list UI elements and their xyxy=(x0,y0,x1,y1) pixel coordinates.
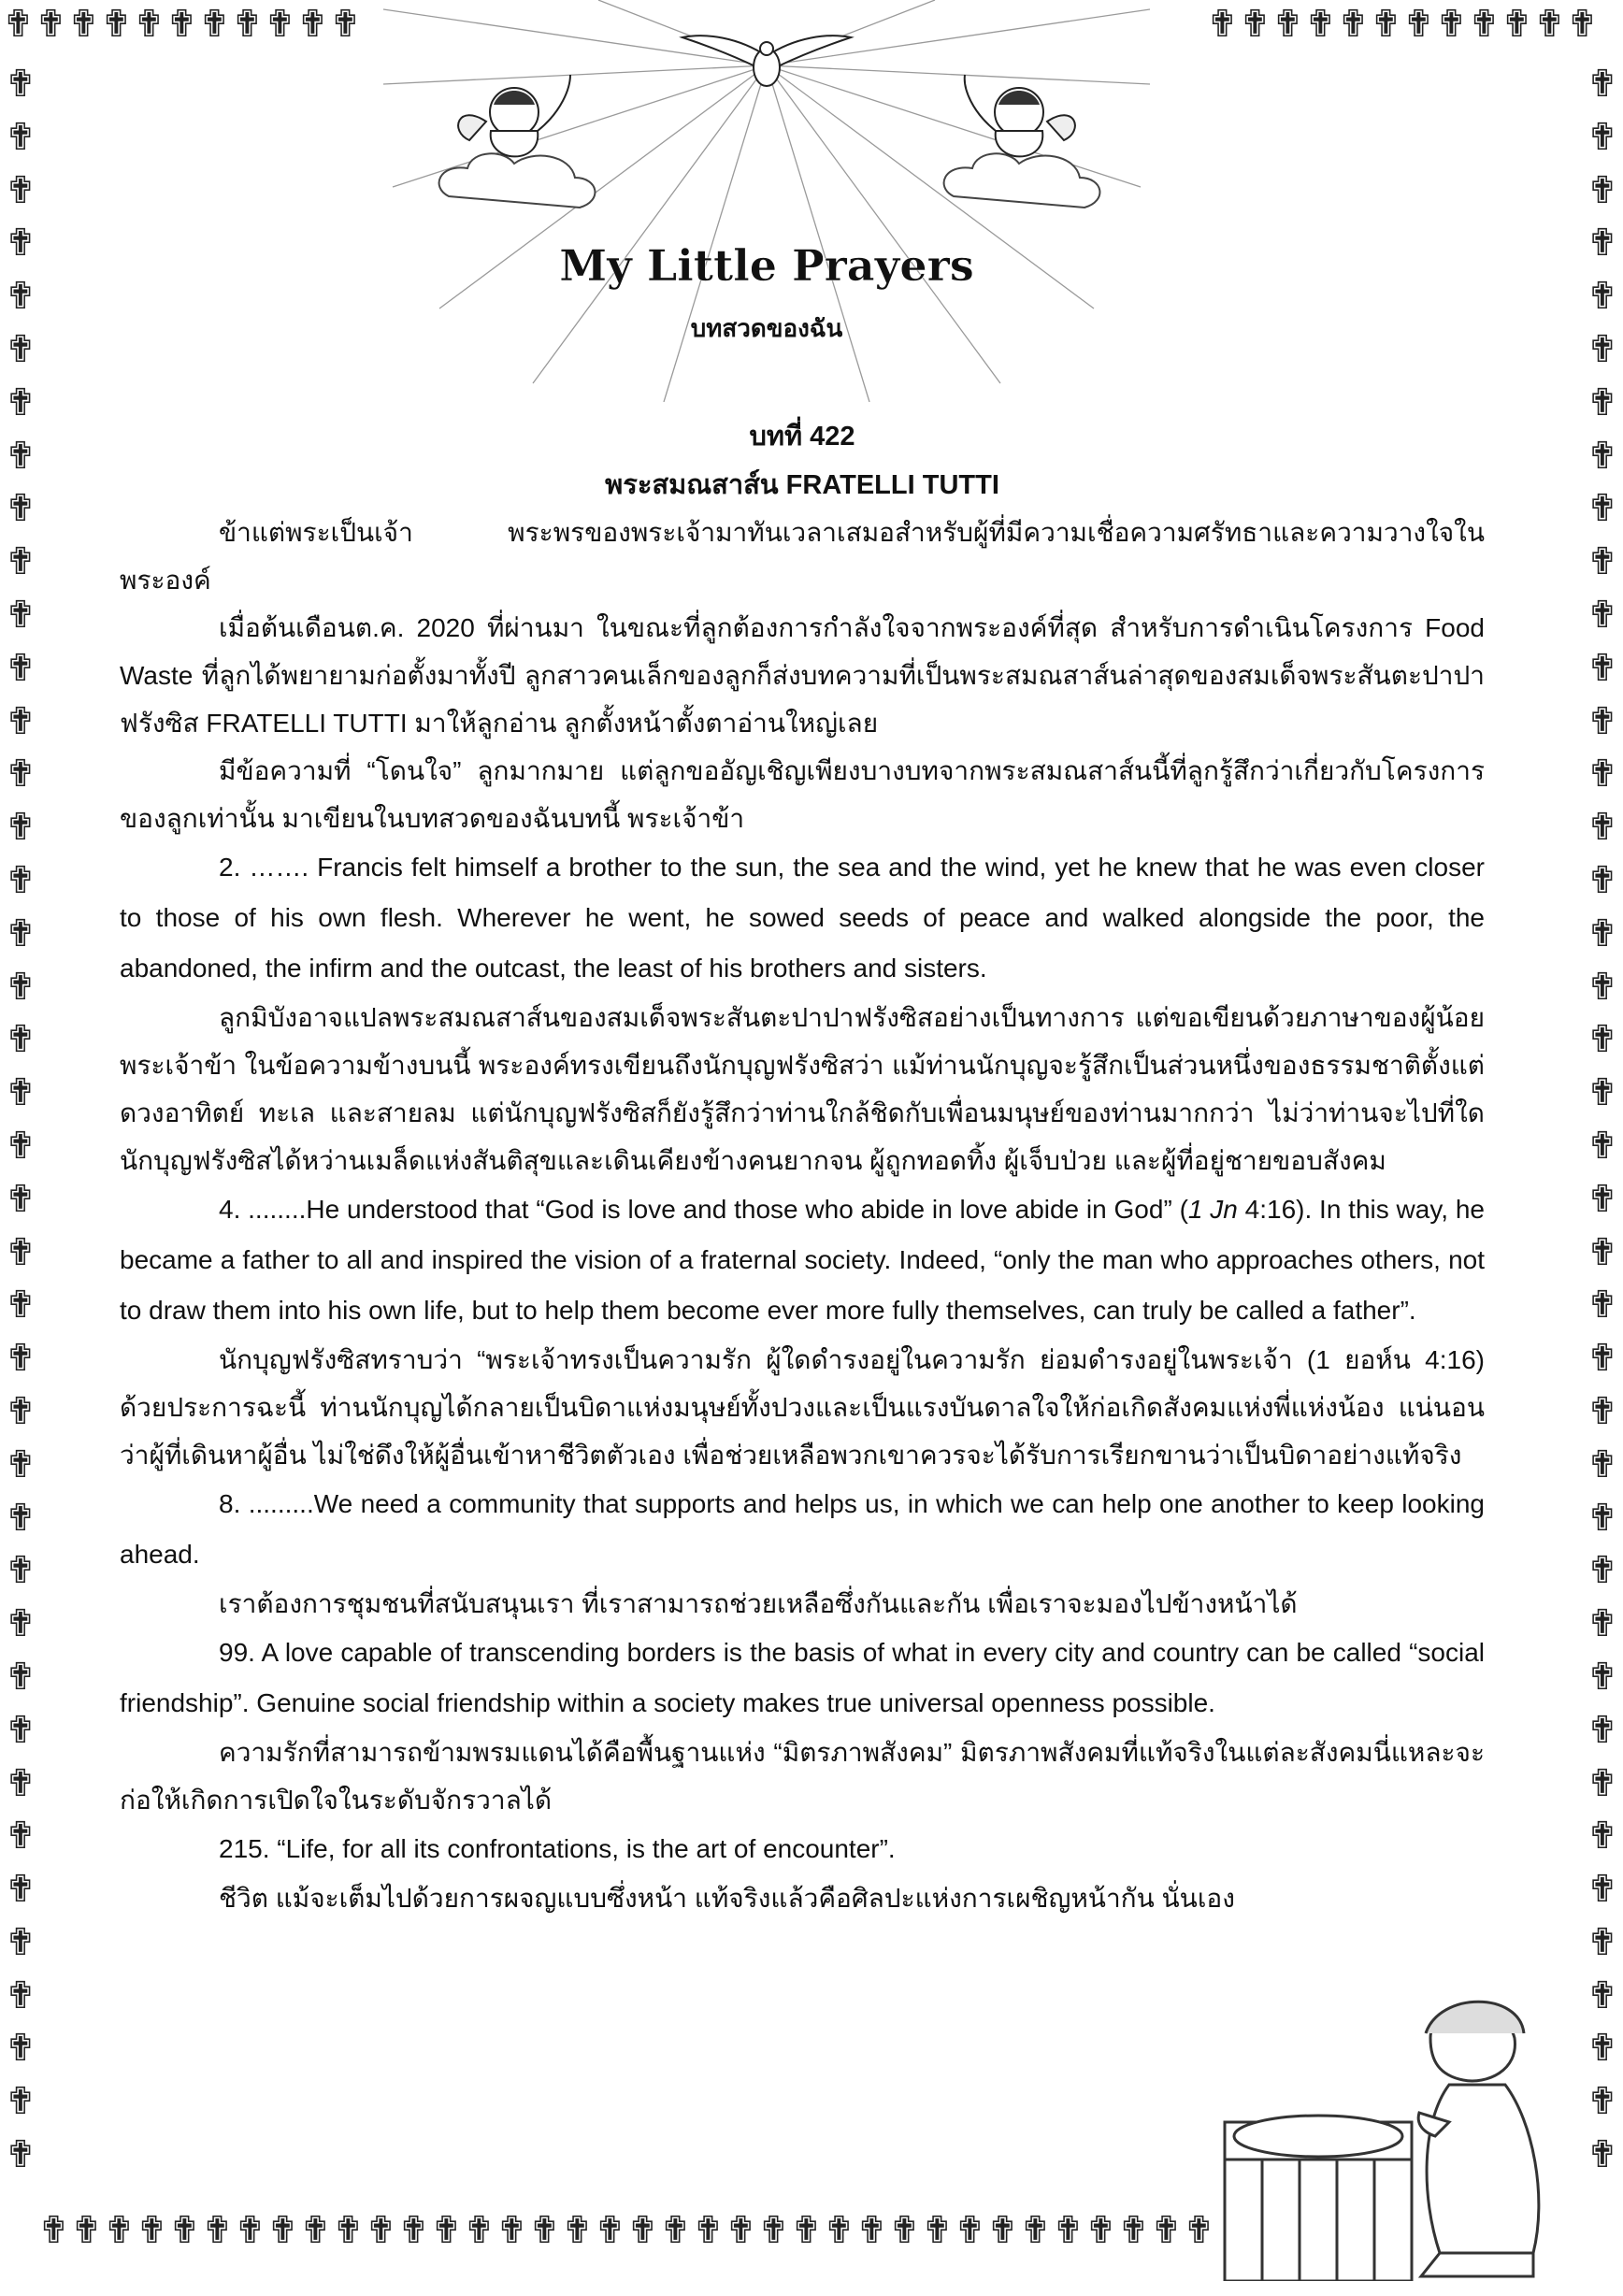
border-cross-icon: ✟ xyxy=(1587,275,1618,319)
paragraph: มีข้อความที่ “โดนใจ” ลูกมากมาย แต่ลูกขออัญเชิญเพียงบางบทจากพระสมณสาส์นนี้ที่ลูกรู้สึกว่าเกี่ยวกับโครงการของลูกเท่านั้น มาเขียนในบทสวดของฉันบทนี้ พระเจ้าข้า xyxy=(120,756,1485,833)
border-cross-icon: ✟ xyxy=(5,1389,36,1433)
border-cross-icon: ✟ xyxy=(1533,3,1566,46)
border-cross-icon: ✟ xyxy=(1468,3,1501,46)
border-cross-icon: ✟ xyxy=(299,2209,332,2252)
border-cross-icon: ✟ xyxy=(1587,1920,1618,1964)
border-cross-icon: ✟ xyxy=(790,2209,823,2252)
border-top-right-crosses xyxy=(1206,3,1599,46)
border-cross-icon: ✟ xyxy=(332,2209,365,2252)
border-cross-icon: ✟ xyxy=(1587,222,1618,265)
paragraph: ความรักที่สามารถข้ามพรมแดนได้คือพื้นฐานแห่ง “มิตรภาพสังคม” มิตรภาพสังคมที่แท้จริงในแต่ละสังคมนี่แหละจะก่อให้เกิดการเปิดใจในระดับจักรวาลได้ xyxy=(120,1738,1485,1815)
border-bottom-crosses xyxy=(37,2209,1215,2252)
border-cross-icon: ✟ xyxy=(5,1442,36,1486)
border-cross-icon: ✟ xyxy=(1501,3,1533,46)
border-cross-icon: ✟ xyxy=(1587,753,1618,796)
border-cross-icon: ✟ xyxy=(5,1337,36,1381)
border-cross-icon: ✟ xyxy=(888,2209,921,2252)
border-cross-icon: ✟ xyxy=(463,2209,496,2252)
border-cross-icon: ✟ xyxy=(5,1602,36,1646)
bed-icon xyxy=(1225,2116,1412,2281)
border-cross-icon: ✟ xyxy=(1587,1284,1618,1327)
border-cross-icon: ✟ xyxy=(5,1761,36,1805)
border-cross-icon: ✟ xyxy=(5,593,36,637)
border-cross-icon: ✟ xyxy=(1587,1071,1618,1115)
border-cross-icon: ✟ xyxy=(1587,168,1618,212)
border-right-crosses xyxy=(1584,65,1621,2189)
dove-icon xyxy=(682,36,851,86)
right-cherub-icon xyxy=(944,75,1100,208)
border-cross-icon: ✟ xyxy=(5,1655,36,1699)
border-cross-icon: ✟ xyxy=(561,2209,594,2252)
paragraph: เราต้องการชุมชนที่สนับสนุนเรา ที่เราสามารถช่วยเหลือซึ่งกันและกัน เพื่อเราจะมองไปข้างหน้าได้ xyxy=(219,1589,1298,1618)
border-cross-icon: ✟ xyxy=(70,2209,103,2252)
border-cross-icon: ✟ xyxy=(1337,3,1370,46)
border-cross-icon: ✟ xyxy=(626,2209,659,2252)
border-cross-icon: ✟ xyxy=(296,3,329,46)
border-cross-icon: ✟ xyxy=(1435,3,1468,46)
border-top-left-crosses xyxy=(2,3,362,46)
border-cross-icon: ✟ xyxy=(1587,1815,1618,1858)
border-cross-icon: ✟ xyxy=(5,2027,36,2071)
paragraph: 215. “Life, for all its confrontations, is the art of encounter”. xyxy=(219,1834,896,1863)
paragraph: 8. .........We need a community that supports and helps us, in which we can help one another to keep looking ahead. xyxy=(120,1489,1485,1569)
chapter-heading: บทที่ 422 xyxy=(749,422,855,452)
border-cross-icon: ✟ xyxy=(397,2209,430,2252)
left-cherub-icon xyxy=(439,75,596,208)
paragraph xyxy=(120,1184,1485,1336)
border-cross-icon: ✟ xyxy=(100,3,133,46)
border-cross-icon: ✟ xyxy=(329,3,362,46)
kneeling-child-praying-illustration xyxy=(1206,1982,1580,2281)
border-cross-icon: ✟ xyxy=(1587,965,1618,1009)
border-cross-icon: ✟ xyxy=(5,2133,36,2177)
border-cross-icon: ✟ xyxy=(133,3,165,46)
border-cross-icon: ✟ xyxy=(5,911,36,955)
border-cross-icon: ✟ xyxy=(5,1549,36,1593)
banner-title: My Little Prayers xyxy=(559,240,974,291)
border-cross-icon: ✟ xyxy=(1587,487,1618,531)
border-cross-icon: ✟ xyxy=(954,2209,986,2252)
header-banner-illustration xyxy=(383,0,1150,402)
border-cross-icon: ✟ xyxy=(1150,2209,1183,2252)
border-cross-icon: ✟ xyxy=(1587,327,1618,371)
border-cross-icon: ✟ xyxy=(5,1230,36,1274)
border-cross-icon: ✟ xyxy=(1587,2027,1618,2071)
border-cross-icon: ✟ xyxy=(5,858,36,902)
border-cross-icon: ✟ xyxy=(1587,1973,1618,2017)
border-cross-icon: ✟ xyxy=(5,327,36,371)
border-cross-icon: ✟ xyxy=(35,3,67,46)
praying-child-icon xyxy=(1418,2002,1539,2276)
border-cross-icon: ✟ xyxy=(1084,2209,1117,2252)
border-cross-icon: ✟ xyxy=(1402,3,1435,46)
border-cross-icon: ✟ xyxy=(823,2209,855,2252)
border-cross-icon: ✟ xyxy=(496,2209,528,2252)
border-cross-icon: ✟ xyxy=(1587,1337,1618,1381)
paragraph: 99. A love capable of transcending borders is the basis of what in every city and country can be called “social friendship”. Genuine social friendship within a society makes true universal openness possible. xyxy=(120,1638,1485,1717)
border-left-crosses xyxy=(2,65,39,2189)
border-cross-icon: ✟ xyxy=(1052,2209,1084,2252)
border-cross-icon: ✟ xyxy=(1183,2209,1215,2252)
border-cross-icon: ✟ xyxy=(1019,2209,1052,2252)
border-cross-icon: ✟ xyxy=(1587,699,1618,743)
border-cross-icon: ✟ xyxy=(725,2209,757,2252)
border-cross-icon: ✟ xyxy=(5,540,36,584)
border-cross-icon: ✟ xyxy=(2,3,35,46)
border-cross-icon: ✟ xyxy=(1587,63,1618,106)
border-cross-icon: ✟ xyxy=(855,2209,888,2252)
border-cross-icon: ✟ xyxy=(198,3,231,46)
border-cross-icon: ✟ xyxy=(1587,1496,1618,1540)
banner-subtitle: บทสวดของฉัน xyxy=(690,315,843,343)
border-cross-icon: ✟ xyxy=(1587,593,1618,637)
border-cross-icon: ✟ xyxy=(1370,3,1402,46)
border-cross-icon: ✟ xyxy=(165,3,198,46)
border-cross-icon: ✟ xyxy=(1587,1124,1618,1168)
border-cross-icon: ✟ xyxy=(986,2209,1019,2252)
border-cross-icon: ✟ xyxy=(1587,1389,1618,1433)
border-cross-icon: ✟ xyxy=(1587,1708,1618,1752)
border-cross-icon: ✟ xyxy=(5,168,36,212)
paragraph: 2. ……. Francis felt himself a brother to the sun, the sea and the wind, yet he knew that he was even closer to those of his own flesh. Wherever he went, he sowed seeds of peace and walked alongside the poor, the abandoned, the infirm and the outcast, the least of his brothers and sisters. xyxy=(120,853,1485,983)
paragraph-part: 4. ........He understood that “God is love and those who abide in love abide in God” ( xyxy=(219,1195,1188,1224)
border-cross-icon: ✟ xyxy=(5,1018,36,1062)
border-cross-icon: ✟ xyxy=(5,222,36,265)
border-cross-icon: ✟ xyxy=(1587,1761,1618,1805)
border-cross-icon: ✟ xyxy=(5,2080,36,2124)
border-cross-icon: ✟ xyxy=(5,1124,36,1168)
border-cross-icon: ✟ xyxy=(5,1284,36,1327)
border-cross-icon: ✟ xyxy=(37,2209,70,2252)
border-cross-icon: ✟ xyxy=(430,2209,463,2252)
bible-reference: 1 Jn xyxy=(1187,1195,1238,1224)
border-cross-icon: ✟ xyxy=(5,63,36,106)
border-cross-icon: ✟ xyxy=(692,2209,725,2252)
border-cross-icon: ✟ xyxy=(1587,380,1618,424)
border-cross-icon: ✟ xyxy=(5,275,36,319)
border-cross-icon: ✟ xyxy=(5,965,36,1009)
border-cross-icon: ✟ xyxy=(5,753,36,796)
paragraph: ชีวิต แม้จะเต็มไปด้วยการผจญแบบซึ่งหน้า แท้จริงแล้วคือศิลปะแห่งการเผชิญหน้ากัน นั่นเอง xyxy=(219,1884,1235,1913)
border-cross-icon: ✟ xyxy=(264,3,296,46)
border-cross-icon: ✟ xyxy=(234,2209,266,2252)
border-cross-icon: ✟ xyxy=(1587,1442,1618,1486)
border-cross-icon: ✟ xyxy=(1587,540,1618,584)
paragraph: เมื่อต้นเดือนต.ค. 2020 ที่ผ่านมา ในขณะที่ลูกต้องการกำลังใจจากพระองค์ที่สุด สำหรับการดำเนินโครงการ Food Waste ที่ลูกได้พยายามก่อตั้งมาทั้งปี ลูกสาวคนเล็กของลูกก็ส่งบทความที่เป็นพระสมณสาส์นล่าสุดของสมเด็จพระสันตะปาปาฟรังซิส FRATELLI TUTTI มาให้ลูกอ่าน ลูกตั้งหน้าตั้งตาอ่านใหญ่เลย xyxy=(120,613,1485,738)
border-cross-icon: ✟ xyxy=(1587,806,1618,850)
border-cross-icon: ✟ xyxy=(5,1071,36,1115)
border-cross-icon: ✟ xyxy=(1587,434,1618,478)
border-cross-icon: ✟ xyxy=(5,380,36,424)
border-cross-icon: ✟ xyxy=(5,1868,36,1912)
border-cross-icon: ✟ xyxy=(757,2209,790,2252)
border-cross-icon: ✟ xyxy=(5,487,36,531)
border-cross-icon: ✟ xyxy=(1587,2080,1618,2124)
border-cross-icon: ✟ xyxy=(231,3,264,46)
paragraph-part: 4:16). In this way, he became a father to all and inspired the vision of a fraternal society. Indeed, “only the man who approaches others, not to draw them into his own life, but to help them become ever more fully themselves, can truly be called a father”. xyxy=(120,1195,1485,1325)
border-cross-icon: ✟ xyxy=(659,2209,692,2252)
paragraph: นักบุญฟรังซิสทราบว่า “พระเจ้าทรงเป็นความรัก ผู้ใดดำรงอยู่ในความรัก ย่อมดำรงอยู่ในพระเจ้า (1 ยอห์น 4:16) ด้วยประการฉะนี้ ท่านนักบุญได้กลายเป็นบิดาแห่งมนุษย์ทั้งปวงและเป็นแรงบันดาลใจให้ก่อเกิดสังคมแห่งพี่แห่งน้อง แน่นอนว่าผู้ที่เดินหาผู้อื่น ไม่ใช่ดึงให้ผู้อื่นเข้าหาชีวิตตัวเอง เพื่อช่วยเหลือพวกเขาควรจะได้รับการเรียกขานว่าเป็นบิดาอย่างแท้จริง xyxy=(120,1345,1485,1470)
border-cross-icon: ✟ xyxy=(5,1177,36,1221)
border-cross-icon: ✟ xyxy=(136,2209,168,2252)
border-cross-icon: ✟ xyxy=(5,115,36,159)
paragraph: ลูกมิบังอาจแปลพระสมณสาส์นของสมเด็จพระสันตะปาปาฟรังซิสอย่างเป็นทางการ แต่ขอเขียนด้วยภาษาของผู้น้อย พระเจ้าข้า ในข้อความข้างบนนี้ พระองค์ทรงเขียนถึงนักบุญฟรังซิสว่า แม้ท่านนักบุญจะรู้สึกเป็นส่วนหนึ่งของธรรมชาติตั้งแต่ดวงอาทิตย์ ทะเล และสายลม แต่นักบุญฟรังซิสก็ยังรู้สึกว่าท่านใกล้ชิดกับเพื่อนมนุษย์ของท่านมากกว่า ไม่ว่าท่านจะไปที่ใด นักบุญฟรังซิสได้หว่านเมล็ดแห่งสันติสุขและเดินเคียงข้างคนยากจน ผู้ถูกทอดทิ้ง ผู้เจ็บป่วย และผู้ที่อยู่ชายขอบสังคม xyxy=(120,1003,1485,1175)
border-cross-icon: ✟ xyxy=(201,2209,234,2252)
border-cross-icon: ✟ xyxy=(1239,3,1271,46)
border-cross-icon: ✟ xyxy=(5,1973,36,2017)
border-cross-icon: ✟ xyxy=(5,646,36,690)
border-cross-icon: ✟ xyxy=(1587,1655,1618,1699)
border-cross-icon: ✟ xyxy=(1587,1602,1618,1646)
border-cross-icon: ✟ xyxy=(1587,646,1618,690)
border-cross-icon: ✟ xyxy=(5,434,36,478)
paragraph: ข้าแต่พระเป็นเจ้า พระพรของพระเจ้ามาทันเวลาเสมอสำหรับผู้ที่มีความเชื่อความศรัทธาและความวางใจในพระองค์ xyxy=(120,518,1485,595)
border-cross-icon: ✟ xyxy=(1566,3,1599,46)
border-cross-icon: ✟ xyxy=(594,2209,626,2252)
border-cross-icon: ✟ xyxy=(1117,2209,1150,2252)
border-cross-icon: ✟ xyxy=(5,1708,36,1752)
border-cross-icon: ✟ xyxy=(528,2209,561,2252)
border-cross-icon: ✟ xyxy=(1587,1018,1618,1062)
border-cross-icon: ✟ xyxy=(5,1815,36,1858)
border-cross-icon: ✟ xyxy=(1271,3,1304,46)
border-cross-icon: ✟ xyxy=(1587,1177,1618,1221)
border-cross-icon: ✟ xyxy=(1304,3,1337,46)
border-cross-icon: ✟ xyxy=(1587,911,1618,955)
border-cross-icon: ✟ xyxy=(1587,1230,1618,1274)
border-cross-icon: ✟ xyxy=(921,2209,954,2252)
border-cross-icon: ✟ xyxy=(266,2209,299,2252)
border-cross-icon: ✟ xyxy=(1587,2133,1618,2177)
document-title: พระสมณสาส์น FRATELLI TUTTI xyxy=(605,470,999,500)
border-cross-icon: ✟ xyxy=(1587,1868,1618,1912)
document-body xyxy=(120,411,1485,1922)
border-cross-icon: ✟ xyxy=(5,806,36,850)
border-cross-icon: ✟ xyxy=(5,699,36,743)
border-cross-icon: ✟ xyxy=(5,1496,36,1540)
border-cross-icon: ✟ xyxy=(1587,858,1618,902)
border-cross-icon: ✟ xyxy=(5,1920,36,1964)
border-cross-icon: ✟ xyxy=(1587,115,1618,159)
border-cross-icon: ✟ xyxy=(365,2209,397,2252)
border-cross-icon: ✟ xyxy=(168,2209,201,2252)
border-cross-icon: ✟ xyxy=(103,2209,136,2252)
border-cross-icon: ✟ xyxy=(1587,1549,1618,1593)
border-cross-icon: ✟ xyxy=(1206,3,1239,46)
border-cross-icon: ✟ xyxy=(67,3,100,46)
